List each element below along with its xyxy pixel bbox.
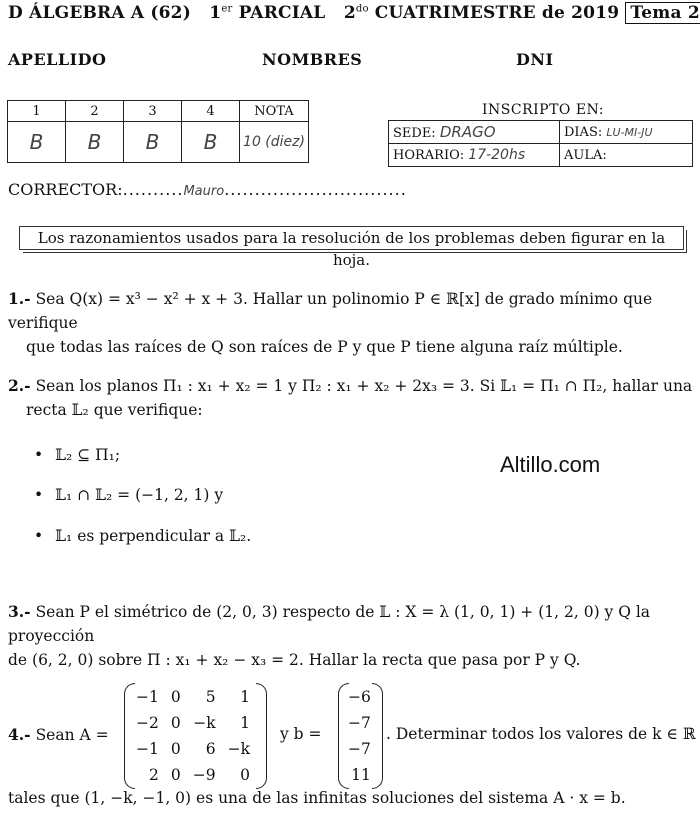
- problem-3: 3.- Sean P el simétrico de (2, 0, 3) respecto de 𝕃 : X = λ (1, 0, 1) + (1, 2, 0) y Q la proyección de (6, 2, 0) sobre Π : x₁ + x₂ − x₃ = 2. Hallar la recta que pasa por P y Q.: [8, 602, 651, 669]
- inscripto-table: [388, 120, 693, 167]
- exam-type: PARCIAL: [238, 3, 326, 23]
- grade-header: 4: [182, 101, 240, 122]
- bullet-item: • 𝕃₁ ∩ 𝕃₂ = (−1, 2, 1) y: [34, 486, 223, 504]
- grade-value: B: [66, 122, 124, 163]
- grade-value: B: [182, 122, 240, 163]
- horario-label: HORARIO:: [393, 148, 465, 163]
- vector-b-right-paren: [372, 683, 383, 789]
- matrix-a-cell: −9: [192, 766, 216, 784]
- matrix-a-cell: 0: [170, 714, 181, 732]
- sede-label: SEDE:: [393, 126, 436, 141]
- grades-table: [7, 100, 309, 163]
- matrix-a-cell: 5: [205, 688, 216, 706]
- matrix-a-cell: 0: [240, 766, 250, 784]
- matrix-a-cell: 1: [240, 688, 250, 706]
- matrix-a-right-paren: [256, 683, 267, 789]
- vector-b-cell: −7: [348, 740, 371, 758]
- matrix-a-cell: 0: [170, 688, 181, 706]
- dni-label: DNI: [516, 50, 554, 69]
- instructions-box: Los razonamientos usados para la resolución de los problemas deben figurar en la hoja.: [19, 226, 684, 250]
- grade-header: 2: [66, 101, 124, 122]
- sede-value: DRAGO: [439, 123, 496, 141]
- dias-label: DIAS:: [564, 124, 603, 140]
- dias-value: LU-MI-JU: [606, 125, 653, 139]
- matrix-a-cell: 6: [205, 740, 216, 758]
- problem-4-mid: y b =: [280, 725, 322, 743]
- matrix-a-cell: −1: [136, 688, 159, 706]
- nombres-label: NOMBRES: [262, 50, 363, 69]
- problem-number: 3.-: [8, 602, 31, 621]
- exam-header: D ÁLGEBRA A (62) 1er PARCIAL $2^{do}$ CUATRIMESTRE de 2019 Tema 2: [8, 3, 700, 23]
- grade-header: 3: [124, 101, 182, 122]
- problem-2: 2.- Sean los planos Π₁ : x₁ + x₂ = 1 y Π₂ : x₁ + x₂ + 2x₃ = 3. Si 𝕃₁ = Π₁ ∩ Π₂, hallar una recta 𝕃₂ que verifique:: [8, 376, 693, 419]
- grade-value: B: [8, 122, 66, 163]
- apellido-label: APELLIDO: [8, 50, 107, 69]
- watermark: Altillo.com: [500, 452, 601, 477]
- aula-label: AULA:: [564, 147, 607, 163]
- corrector-line: CORRECTOR:..........Mauro..............................: [8, 180, 407, 199]
- course-title: D ÁLGEBRA A (62): [8, 3, 191, 23]
- problem-4-post: . Determinar todos los valores de k ∈ ℝ: [386, 725, 696, 743]
- problem-number: 4.-: [8, 725, 31, 744]
- matrix-a-cell: −k: [227, 740, 250, 758]
- matrix-a-cell: 2: [148, 766, 159, 784]
- vector-b-cell: −7: [348, 714, 371, 732]
- grade-value: B: [124, 122, 182, 163]
- term: CUATRIMESTRE de 2019: [374, 3, 620, 23]
- final-grade: 10 (diez): [240, 122, 309, 163]
- matrix-a-cell: 0: [170, 766, 181, 784]
- matrix-a-cell: 0: [170, 740, 181, 758]
- tema-badge: Tema 2: [625, 2, 700, 24]
- problem-4-lead: 4.- Sean A =: [8, 725, 109, 744]
- matrix-a-cell: −2: [136, 714, 159, 732]
- matrix-a-cell: 1: [240, 714, 250, 732]
- vector-b-cell: 11: [351, 766, 371, 784]
- matrix-a-cell: −1: [136, 740, 159, 758]
- corrector-name: Mauro: [183, 184, 225, 199]
- bullet-item: • 𝕃₂ ⊆ Π₁;: [34, 446, 120, 464]
- problem-number: 1.-: [8, 289, 31, 308]
- problem-1: 1.- Sea Q(x) = x³ − x² + x + 3. Hallar un polinomio P ∈ ℝ[x] de grado mínimo que verifique que todas las raíces de Q son raíces de P y que P tiene alguna raíz múltiple.: [8, 289, 653, 356]
- bullet-item: • 𝕃₁ es perpendicular a 𝕃₂.: [34, 527, 251, 545]
- horario-value: 17-20hs: [468, 147, 526, 163]
- problem-number: 2.-: [8, 376, 31, 395]
- corrector-label: CORRECTOR:: [8, 180, 123, 199]
- problem-4-line2: tales que (1, −k, −1, 0) es una de las infinitas soluciones del sistema A · x = b.: [8, 789, 626, 807]
- vector-b-cell: −6: [348, 688, 371, 706]
- inscripto-title: INSCRIPTO EN:: [482, 102, 605, 118]
- matrix-a: [130, 684, 256, 788]
- grade-header: 1: [8, 101, 66, 122]
- matrix-a-cell: −k: [193, 714, 216, 732]
- grade-header: NOTA: [240, 101, 309, 122]
